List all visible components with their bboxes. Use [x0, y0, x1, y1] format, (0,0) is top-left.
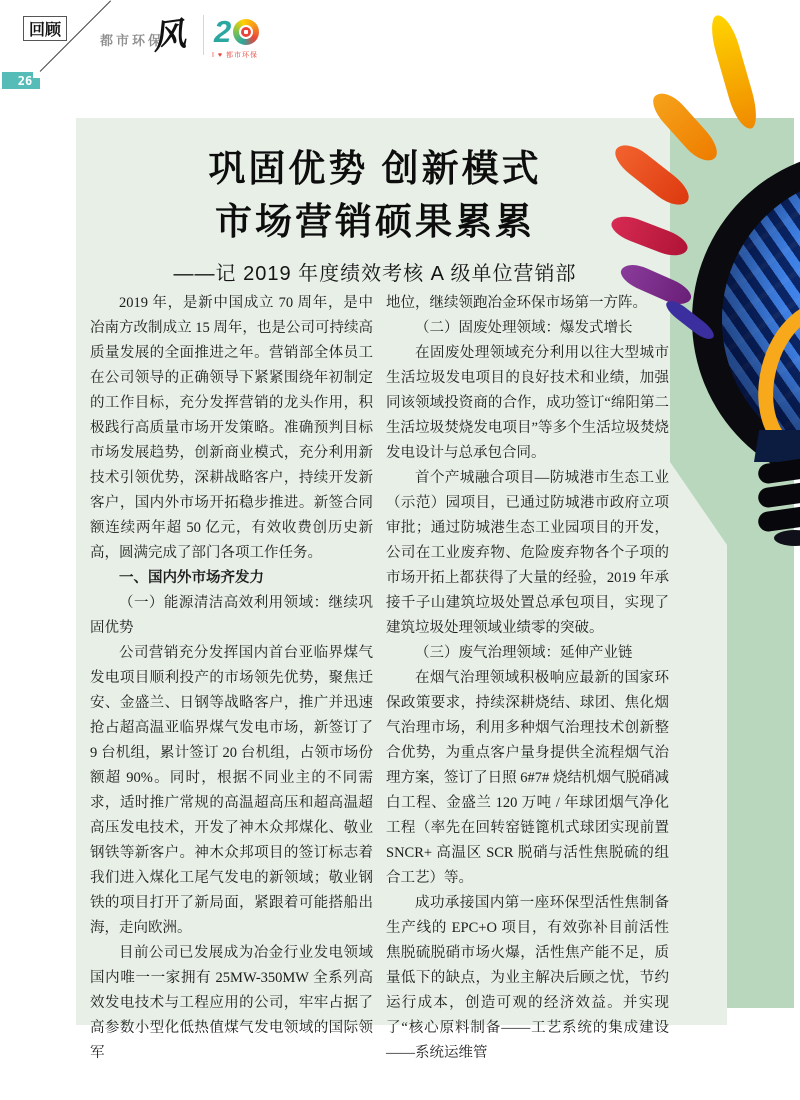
section-label-box	[23, 16, 67, 41]
lightbulb-artwork	[676, 130, 800, 570]
paragraph: 目前公司已发展成为冶金行业发电领域国内唯一一家拥有 25MW-350MW 全系列高效发电技术与工程应用的公司，牢牢占据了高参数小型化低热值煤气发电领域的国际领军	[90, 945, 373, 1061]
article-title-line1: 巩固优势 创新模式	[208, 148, 542, 189]
paragraph: （一）能源清洁高效利用领域：继续巩固优势	[90, 595, 373, 636]
paragraph: 2019 年，是新中国成立 70 周年，是中冶南方改制成立 15 周年，也是公司可持续高质量发展的全面推进之年。营销部全体员工在公司领导的正确领导下紧紧围绕年初制定的工作目标，充分发挥营销的龙头作用，积极践行高质量市场开发策略。准确预判目标市场发展趋势，创新商业模式，充分利用新技术引领优势，深耕战略客户，持续开发新客户，国内外市场开拓稳步推进。新签合同额连续两年超 50 亿元，有效收费创历史新高，圆满完成了部门各项工作任务。	[90, 295, 373, 561]
article-header	[90, 142, 660, 286]
paragraph: 首个产城融合项目—防城港市生态工业（示范）园项目，已通过防城港市政府立项审批；通过防城港生态工业园项目的开发，公司在工业废弃物、危险废弃物各个子项的市场开拓上都获得了大量的经验，2019 年承接千子山建筑垃圾处置总承包项目，实现了建筑垃圾处理领域业绩零的突破。	[386, 470, 669, 636]
paragraph: 在固废处理领域充分利用以往大型城市生活垃圾发电项目的良好技术和业绩，加强同该领域投资商的合作，成功签订“绵阳第二生活垃圾焚烧发电项目”等多个生活垃圾焚烧发电设计与总承包合同。	[386, 345, 669, 461]
brand-name: 都市环保	[100, 33, 165, 48]
article-subtitle: ——记 2019 年度绩效考核 A 级单位营销部	[173, 263, 577, 285]
page-number: 26	[17, 73, 33, 88]
anniversary-20-logo	[214, 15, 259, 49]
masthead-divider	[203, 15, 204, 55]
page-number-notch	[33, 72, 40, 78]
brand-calligraphy-icon: 风	[150, 16, 188, 58]
paragraph: 地位，继续领跑冶金环保市场第一方阵。	[386, 295, 647, 311]
paragraph: （三）废气治理领域：延伸产业链	[415, 645, 633, 661]
lightbulb-coil-icon	[757, 503, 800, 533]
right-text-column	[386, 291, 669, 1066]
anniversary-ring-icon	[233, 19, 259, 45]
lightbulb-neck-icon	[754, 430, 800, 462]
paragraph: （二）固废处理领域：爆发式增长	[415, 320, 633, 336]
left-text-column	[90, 291, 373, 1066]
section-label: 回顾	[28, 22, 61, 39]
article-title-line2: 市场营销硕果累累	[215, 201, 535, 242]
lightbulb-coil-icon	[757, 479, 800, 509]
paragraph: 公司营销充分发挥国内首台亚临界煤气发电项目顺利投产的市场领先优势，聚焦迁安、金盛兰、日钢等战略客户，推广并迅速抢占超高温亚临界煤气发电市场，新签订了 9 台机组，累计签订 20 台机组，占领市场份额超 90%。同时，根据不同业主的不同需求，适时推广常规的高温超高压和超高温超高压发电技术，开发了神木众邦煤化、敬业钢铁等新客户。神木众邦项目的签订标志着我们进入煤化工尾气发电的新领域；敬业钢铁的项目打开了新局面，紧跟着可能搭船出海，走向欧洲。	[90, 645, 373, 936]
anniversary-slogan: I ♥ 都市环保	[212, 52, 258, 59]
lightbulb-tip-icon	[774, 530, 800, 546]
anniversary-digit-2: 2	[214, 14, 232, 49]
paragraph: 成功承接国内第一座环保型活性焦制备生产线的 EPC+O 项目，有效弥补目前活性焦脱硫脱硝市场火爆，活性焦产能不足，质量低下的缺点，为业主解决后顾之忧，节约运行成本，创造可观的经济效益。并实现了“核心原料制备——工艺系统的集成建设——系统运维管	[386, 895, 669, 1061]
brush-ray-yellow-icon	[706, 12, 762, 132]
anniversary-ring-glyph	[244, 30, 248, 34]
paragraph: 在烟气治理领域积极响应最新的国家环保政策要求，持续深耕烧结、球团、焦化烟气治理市场，利用多种烟气治理技术创新整合优势，为重点客户量身提供全流程烟气治理方案，签订了日照 6#7# 烧结机烟气脱硝减白工程、金盛兰 120 万吨 / 年球团烟气净化工程（率先在回转窑链篦机式球团实现前置 SNCR+ 高温区 SCR 脱硝与活性焦脱硫的组合工艺）等。	[386, 670, 669, 886]
section-heading: 一、国内外市场齐发力	[119, 570, 264, 586]
